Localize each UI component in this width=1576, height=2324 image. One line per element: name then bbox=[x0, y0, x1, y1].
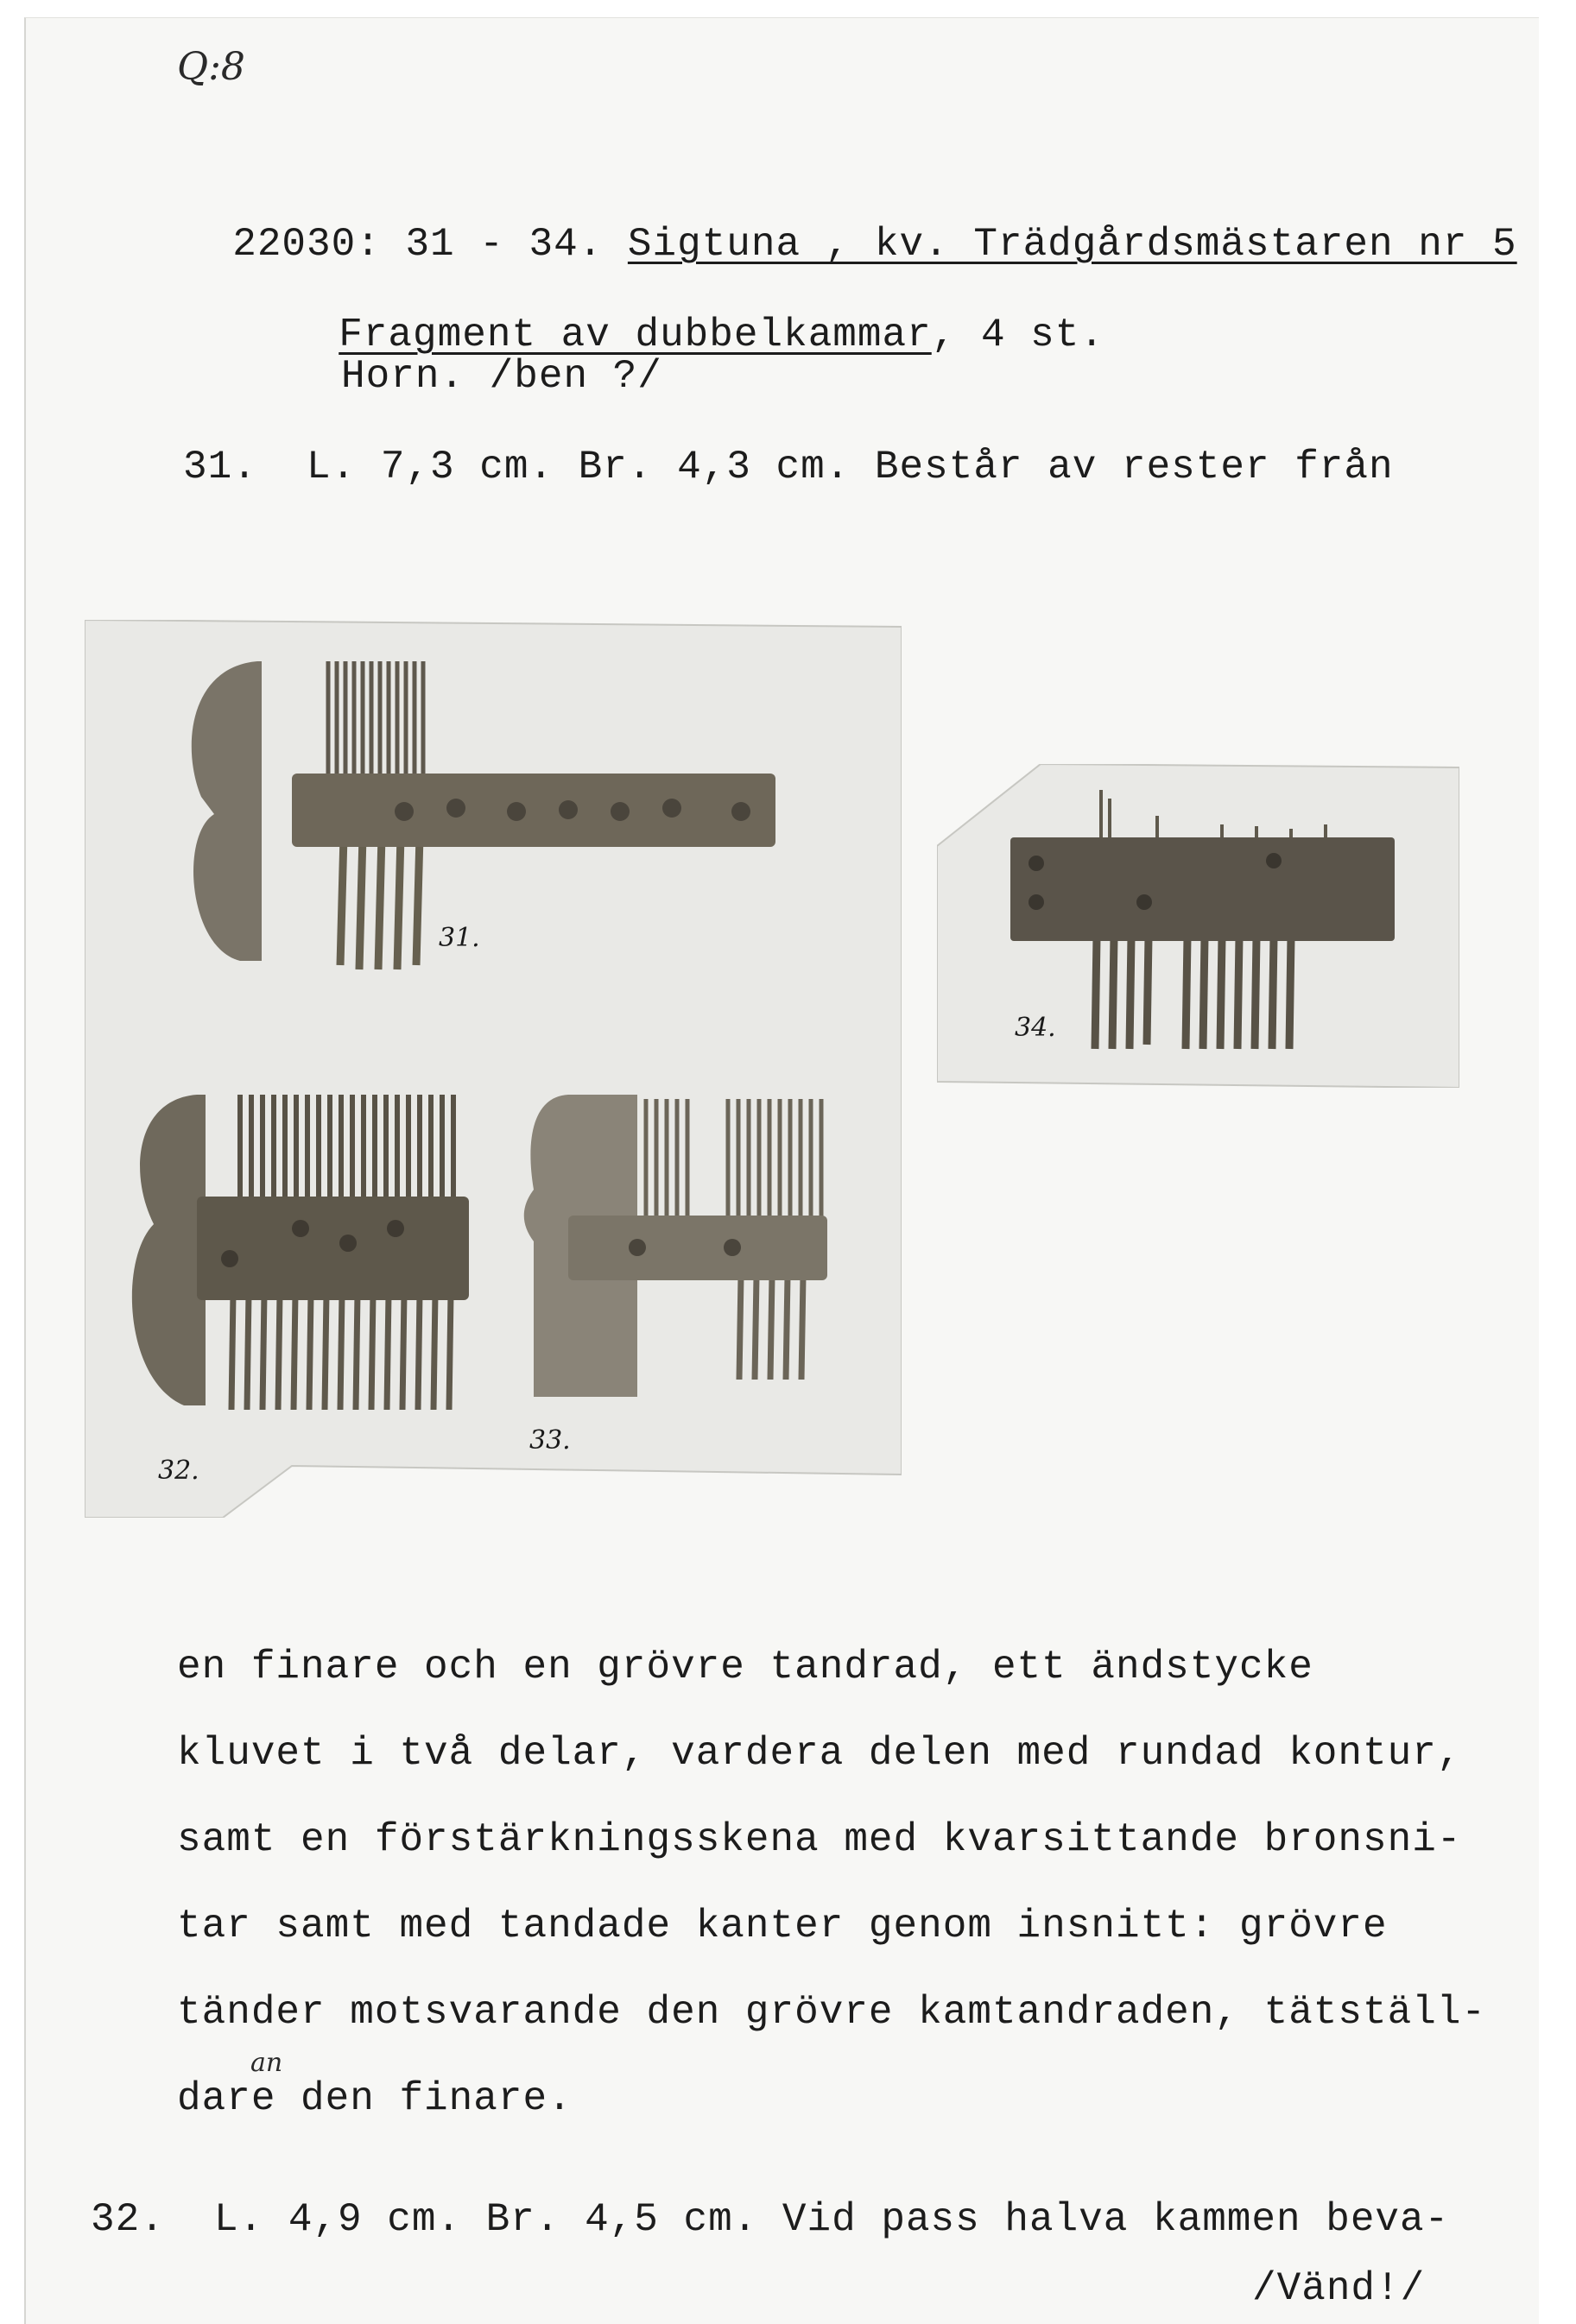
turn-over-note: /Vänd!/ bbox=[1252, 2266, 1426, 2311]
body-line-4: tar samt med tandade kanter genom insnitt: grövre bbox=[177, 1904, 1388, 1948]
object-count: , 4 st. bbox=[931, 313, 1104, 357]
label-34: 34. bbox=[1015, 1013, 1056, 1043]
handwritten-insert: an bbox=[250, 2048, 283, 2078]
body-line-2: kluvet i två delar, vardera delen med rundad kontur, bbox=[177, 1731, 1462, 1776]
body-line-5: tänder motsvarande den grövre kamtandraden, tätställ- bbox=[177, 1990, 1487, 2035]
catalog-number: 22030: 31 - 34. bbox=[232, 222, 628, 267]
body-line-3: samt en förstärkningsskena med kvarsittande bronsni- bbox=[177, 1817, 1462, 1862]
object-title: Fragment av dubbelkammar bbox=[339, 313, 932, 357]
photo-comb-34 bbox=[937, 764, 1459, 1088]
photo-combs-31-33-image bbox=[85, 620, 902, 1518]
item-32-line: 32. L. 4,9 cm. Br. 4,5 cm. Vid pass halva kammen beva- bbox=[91, 2197, 1450, 2242]
find-place: Sigtuna , kv. Trädgårdsmästaren nr 5 bbox=[627, 222, 1517, 267]
body-line-6: dare den finare. bbox=[177, 2076, 573, 2121]
item-31-line: 31. L. 7,3 cm. Br. 4,3 cm. Består av rester från bbox=[183, 445, 1394, 489]
object-title-line bbox=[289, 268, 1104, 357]
body-line-1: en finare och en grövre tandrad, ett ändstycke bbox=[177, 1645, 1313, 1689]
catalog-number-line bbox=[183, 177, 1517, 267]
photo-combs-31-33 bbox=[85, 620, 902, 1518]
label-33: 33. bbox=[529, 1425, 571, 1456]
corner-mark: Q:8 bbox=[177, 45, 245, 89]
photo-comb-34-image bbox=[937, 764, 1459, 1088]
label-31: 31. bbox=[439, 923, 480, 953]
label-32: 32. bbox=[158, 1456, 199, 1486]
material-line: Horn. /ben ?/ bbox=[341, 354, 662, 399]
